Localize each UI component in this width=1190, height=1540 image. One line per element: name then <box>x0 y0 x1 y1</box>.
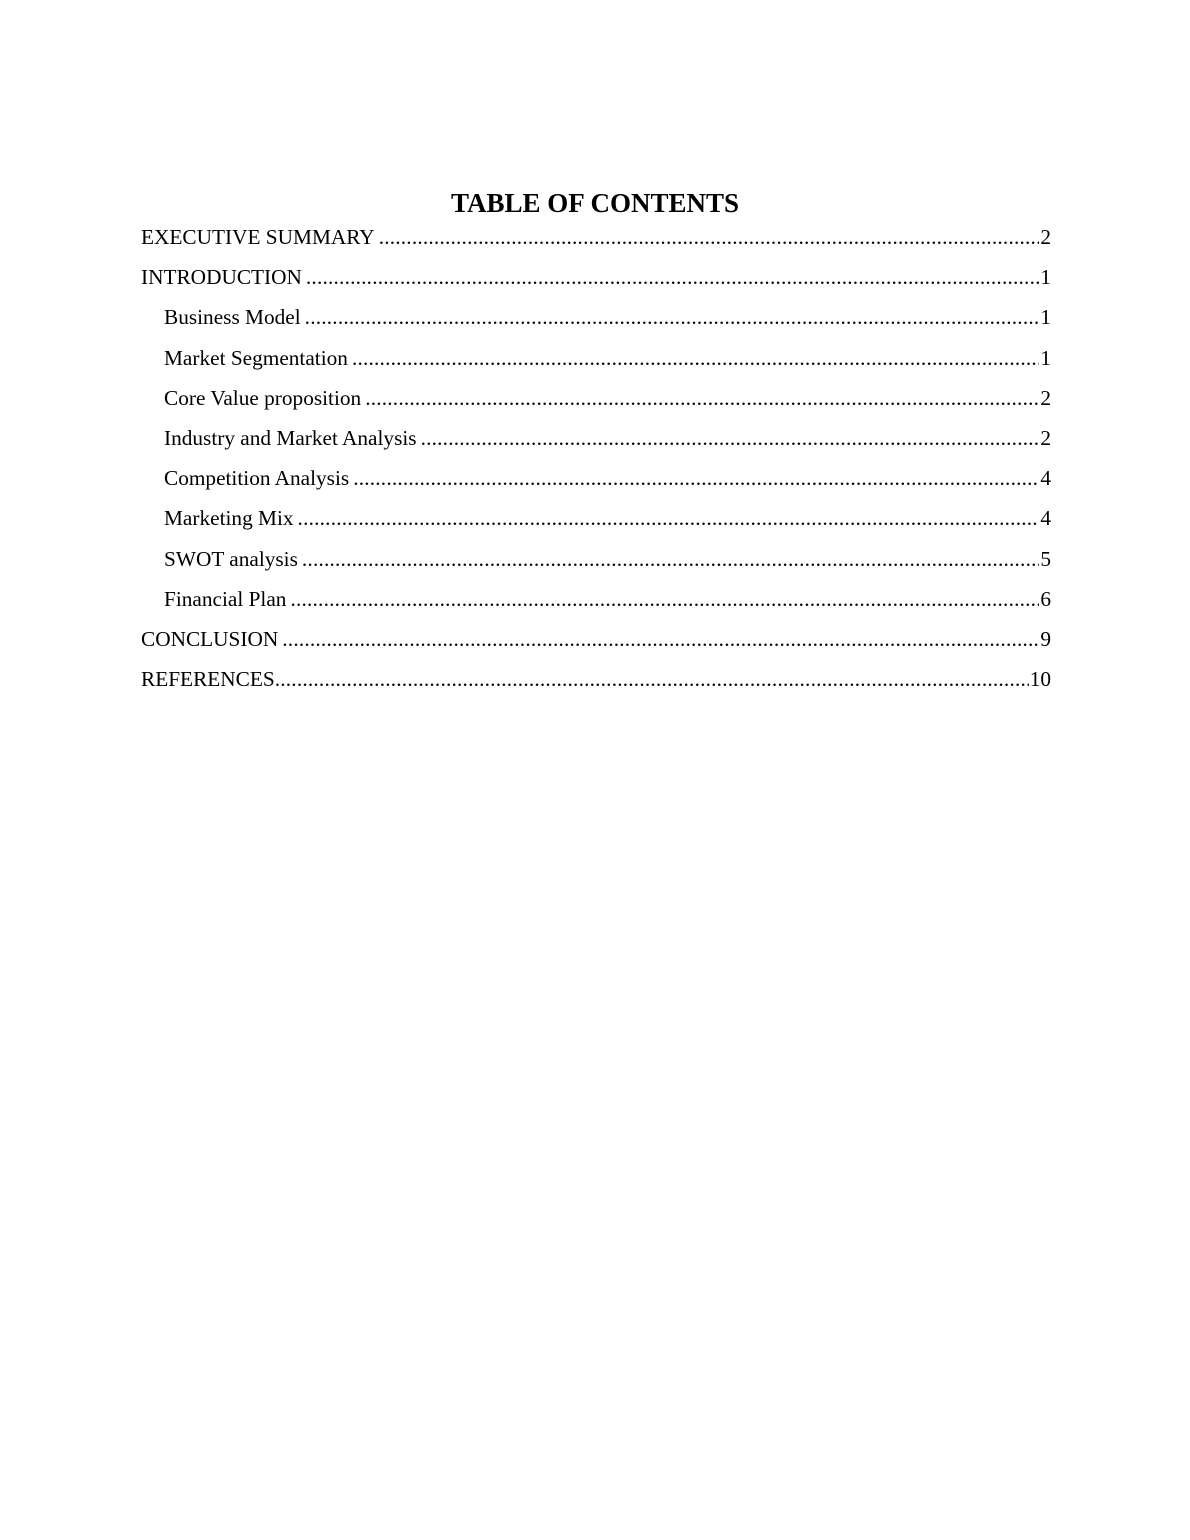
toc-entry-market-segmentation[interactable] <box>141 343 1051 383</box>
toc-entry-page: 1 <box>1040 345 1051 370</box>
toc-list <box>141 222 1051 704</box>
toc-entry-page: 10 <box>1029 667 1051 692</box>
toc-entry-page: 2 <box>1040 425 1051 450</box>
toc-entry-page: 6 <box>1040 586 1051 611</box>
toc-entry-label: Industry and Market Analysis <box>164 425 417 450</box>
toc-dot-leader <box>379 222 1040 252</box>
toc-dot-leader <box>421 423 1040 453</box>
toc-dot-leader <box>352 343 1039 373</box>
toc-entry-label: Business Model <box>164 305 301 330</box>
toc-dot-leader <box>365 383 1039 413</box>
toc-dot-leader <box>282 624 1039 654</box>
toc-entry-page: 4 <box>1040 466 1051 491</box>
toc-entry-industry-and-market-analysis[interactable] <box>141 423 1051 463</box>
toc-entry-page: 2 <box>1040 385 1051 410</box>
toc-title: TABLE OF CONTENTS <box>450 188 740 218</box>
toc-entry-label: EXECUTIVE SUMMARY <box>141 225 375 249</box>
toc-entry-page: 4 <box>1040 506 1051 531</box>
toc-entry-page: 5 <box>1040 546 1051 571</box>
toc-entry-label: INTRODUCTION <box>141 265 302 290</box>
toc-entry-references[interactable] <box>141 664 1051 704</box>
toc-dot-leader <box>353 463 1039 493</box>
toc-entry-label: Financial Plan <box>164 586 287 611</box>
toc-entry-label: CONCLUSION <box>141 626 279 651</box>
toc-entry-competition-analysis[interactable] <box>141 463 1051 503</box>
toc-entry-label: REFERENCES <box>141 667 275 692</box>
toc-entry-business-model[interactable] <box>141 302 1051 342</box>
toc-entry-label: Marketing Mix <box>164 506 294 531</box>
toc-entry-label: Core Value proposition <box>164 385 362 410</box>
toc-entry-swot-analysis[interactable] <box>141 544 1051 584</box>
toc-dot-leader <box>305 302 1040 332</box>
toc-entry-core-value-proposition[interactable] <box>141 383 1051 423</box>
toc-dot-leader <box>306 262 1039 292</box>
toc-entry-label: Competition Analysis <box>164 466 350 491</box>
toc-entry-label: Market Segmentation <box>164 345 348 370</box>
toc-entry-marketing-mix[interactable] <box>141 503 1051 543</box>
toc-dot-leader <box>302 544 1039 574</box>
toc-dot-leader <box>298 503 1040 533</box>
toc-dot-leader <box>290 584 1039 614</box>
toc-entry-conclusion[interactable] <box>141 624 1051 664</box>
toc-dot-leader <box>275 664 1029 694</box>
toc-entry-page: 2 <box>1040 225 1051 249</box>
toc-entry-financial-plan[interactable] <box>141 584 1051 624</box>
toc-entry-introduction[interactable] <box>141 262 1051 302</box>
toc-entry-label: SWOT analysis <box>164 546 298 571</box>
toc-entry-executive-summary[interactable] <box>141 222 1051 262</box>
toc-entry-page: 9 <box>1040 626 1051 651</box>
toc-entry-page: 1 <box>1040 265 1051 290</box>
toc-entry-page: 1 <box>1040 305 1051 330</box>
